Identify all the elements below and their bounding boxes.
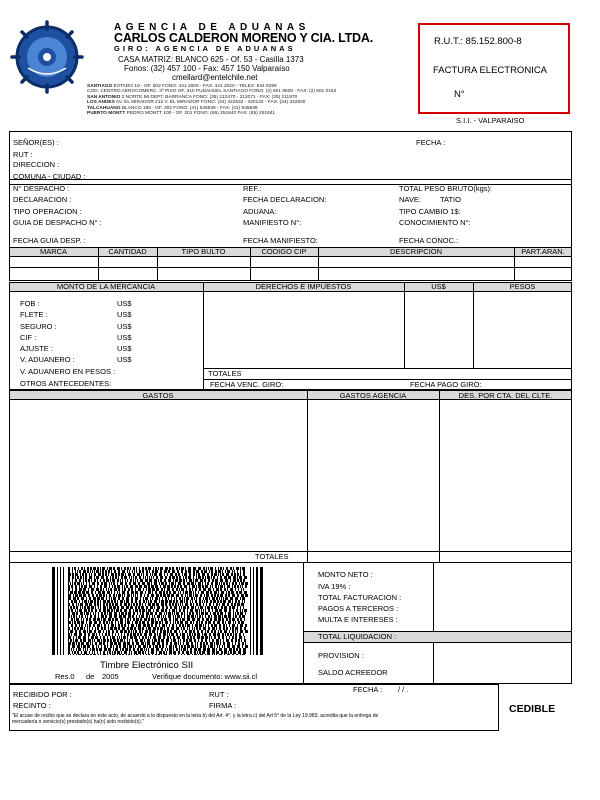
despacho-label: N° DESPACHO :	[13, 184, 70, 193]
fecha-guia-label: FECHA GUIA DESP. :	[13, 236, 86, 245]
fecha-venc-giro: FECHA VENC. GIRO:	[210, 380, 284, 389]
branch-list	[87, 84, 382, 116]
seguro-label: SEGURO :	[20, 322, 57, 331]
pagos-terceros-label: PAGOS A TERCEROS :	[318, 604, 399, 613]
col-descripcion: DESCRIPCION	[389, 247, 443, 256]
company-fonos: Fonos: (32) 457 100 - Fax: 457 150 Valparaíso	[124, 64, 290, 73]
monto-neto-label: MONTO NETO :	[318, 570, 373, 579]
gastos-agencia-title: GASTOS AGENCIA	[339, 391, 407, 400]
derechos-pesos: PESOS	[509, 282, 536, 291]
cif-cur: US$	[117, 333, 132, 342]
receipt-rut-label: RUT :	[209, 690, 229, 699]
nave-label: NAVE:	[399, 195, 421, 204]
tipo-operacion-label: TIPO OPERACION :	[13, 207, 82, 216]
declaracion-label: DECLARACION :	[13, 195, 72, 204]
derechos-title: DERECHOS E IMPUESTOS	[255, 282, 352, 291]
timbre-verify: Verifique documento: www.sii.cl	[152, 672, 258, 681]
branch-line: LOS ANDES AV. EL MIRADOR 212 V. EL MIRADOR FONO: (34) 422832 - 420132 - FAX: (34) 422830	[87, 100, 306, 106]
flete-label: FLETE :	[20, 310, 48, 319]
ajuste-label: AJUSTE :	[20, 344, 53, 353]
tipo-cambio-label: TIPO CAMBIO 1$:	[399, 207, 461, 216]
otros-antecedentes-label: OTROS ANTECEDENTES:	[20, 379, 112, 388]
rut-number: R.U.T.: 85.152.800-8	[434, 36, 522, 47]
comuna-label: COMUNA - CIUDAD :	[13, 172, 86, 181]
col-tipo-bulto: TIPO BULTO	[181, 247, 226, 256]
aduanero-cur: US$	[117, 355, 132, 364]
total-facturacion-label: TOTAL FACTURACION :	[318, 593, 402, 602]
casa-matriz: CASA MATRIZ: BLANCO 625 - Of. 53 - Casilla 1373	[118, 55, 304, 64]
peso-label: TOTAL PESO BRUTO(kgs):	[399, 184, 493, 193]
gastos-title: GASTOS	[142, 391, 174, 400]
iva-label: IVA 19% :	[318, 582, 351, 591]
fecha-manifiesto-label: FECHA MANIFIESTO:	[243, 236, 318, 245]
gastos-section	[9, 390, 572, 563]
receipt-fecha-label: FECHA :	[353, 685, 383, 694]
legal-text-2: mercadería o servicio(s) prestado(s) ha(n) sido recibido(s)."	[12, 719, 144, 725]
cif-label: CIF :	[20, 333, 37, 342]
timbre-de: de	[86, 672, 95, 681]
fecha-declaracion-label: FECHA DECLARACION:	[243, 195, 327, 204]
col-cantidad: CANTIDAD	[108, 247, 147, 256]
company-giro: GIRO: AGENCIA DE ADUANAS	[114, 44, 296, 53]
mercancia-title: MONTO DE LA MERCANCIA	[56, 282, 156, 291]
company-name: CARLOS CALDERON MORENO Y CIA. LTDA.	[114, 31, 373, 45]
branch-line: SANTIAGO ESTADO 10 - OF. 502 FONO: 441 2000 - FAX: 441 2020 - TELEX: 634 6299	[87, 84, 277, 89]
aduanero-label: V. ADUANERO :	[20, 355, 75, 364]
des-cta-clte-title: DES. POR CTA. DEL CLTE.	[458, 391, 553, 400]
fecha-conoc-label: FECHA CONOC.:	[399, 236, 459, 245]
multa-intereses-label: MULTA E INTERESES :	[318, 615, 398, 624]
branch-line: COD. CENTRO AEROCOMERC. 3º PISO OF. 310 PUDAHUEL SANTIAGO FONO: (2) 601 9500 - FAX: (2) 601 0163	[87, 89, 337, 95]
seguro-cur: US$	[117, 322, 132, 331]
gastos-totales: TOTALES	[255, 552, 289, 561]
provision-label: PROVISION :	[318, 651, 364, 660]
direccion-label: DIRECCION :	[13, 160, 60, 169]
firma-label: FIRMA :	[209, 701, 237, 710]
branch-line: PUERTO MONTT PEDRO MONTT 100 - OF. 201 FONO: (65) 251840 FAX: (65) 251841	[87, 111, 276, 117]
aduanero-pesos-label: V. ADUANERO EN PESOS :	[20, 367, 116, 376]
branch-line: SAN ANTONIO 2 NORTE 58 DEPT. BARRANCA FONO: (35) 212470 - 212071 - FAX: (35) 211970	[87, 94, 298, 100]
fob-cur: US$	[117, 299, 132, 308]
cedible-label: CEDIBLE	[509, 703, 556, 715]
aduana-label: ADUANA:	[243, 207, 277, 216]
receipt-fecha-slashes: / / .	[398, 685, 409, 694]
rut-label: RUT :	[13, 150, 33, 159]
recinto-label: RECINTO :	[13, 701, 51, 710]
fecha-pago-giro: FECHA PAGO GIRO:	[410, 380, 482, 389]
col-part-aran: PART.ARAN.	[521, 247, 565, 256]
saldo-acreedor-label: SALDO ACREEDOR	[318, 668, 388, 677]
ajuste-cur: US$	[117, 344, 132, 353]
manifiesto-label: MANIFIESTO N°:	[243, 218, 302, 227]
company-email: cmellard@entelchile.net	[172, 73, 258, 82]
recibido-por-label: RECIBIDO POR :	[13, 690, 72, 699]
agency-title: AGENCIA DE ADUANAS	[114, 22, 310, 33]
timbre-title: Timbre Electrónico SII	[100, 660, 194, 671]
flete-cur: US$	[117, 310, 132, 319]
timbre-res: Res.0	[55, 672, 75, 681]
conocimiento-label: CONOCIMIENTO N°:	[399, 218, 471, 227]
col-marca: MARCA	[39, 247, 68, 256]
rut-box	[418, 23, 570, 114]
fob-label: FOB :	[20, 299, 40, 308]
col-codigo-cip: CODIGO CIP	[261, 247, 307, 256]
fecha-label: FECHA :	[416, 138, 446, 147]
senores-label: SEÑOR(ES) :	[13, 138, 59, 147]
derechos-us: US$	[431, 282, 446, 291]
branch-line: TALCAHUANO BLANCO 186 - OF. 302 FONO: (41) 545838 - FAX: (41) 545838	[87, 105, 258, 111]
client-box	[9, 131, 572, 185]
legal-text-1: "El acuse de recibo que se declara en este acto, de acuerdo a lo dispuesto en la letra b) del Art. 4°, y la letra c) del Art 5° de la Ley 19.983, acredita que la entrega de	[12, 713, 379, 719]
total-liquidacion-label: TOTAL LIQUIDACION :	[318, 632, 397, 641]
nave-value: TATIO	[440, 195, 461, 204]
sii-office: S.I.I. - VALPARAISO	[456, 116, 525, 125]
doc-number-label: N°	[454, 89, 465, 100]
derechos-totales: TOTALES	[208, 369, 242, 378]
company-logo	[8, 18, 86, 96]
ref-label: REF.:	[243, 184, 262, 193]
timbre-barcode	[52, 567, 264, 655]
guia-label: GUIA DE DESPACHO N° :	[13, 218, 102, 227]
doc-type: FACTURA ELECTRONICA	[433, 65, 548, 76]
timbre-year: 2005	[102, 672, 119, 681]
